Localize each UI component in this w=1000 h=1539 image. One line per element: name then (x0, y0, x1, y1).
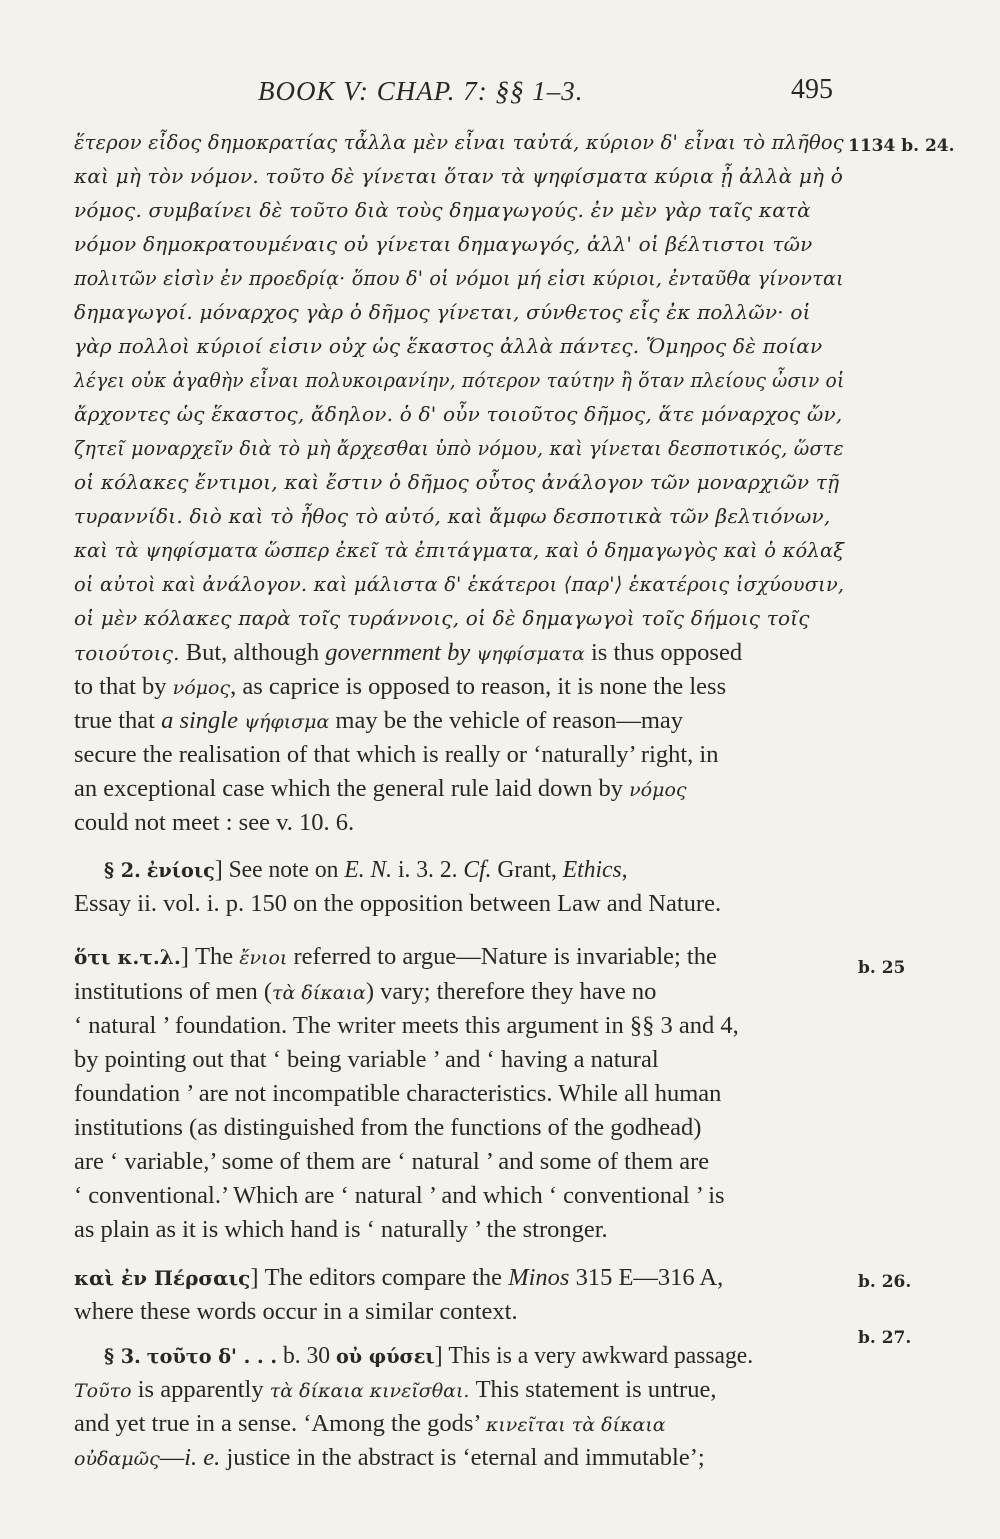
text-line: and yet true in a sense. ‘Among the gods’ κινεῖται τὰ δίκαια (74, 1410, 666, 1437)
greek-line: πολιτῶν εἰσὶν ἐν προεδρίᾳ· ὅπου δ' οἱ νόμοι μή εἰσι κύριοι, ἐνταῦθα γίνονται (74, 266, 844, 290)
text-line: § 3. τοῦτο δ' . . . b. 30 οὐ φύσει] This is a very awkward passage. (104, 1342, 754, 1369)
text-line: foundation ’ are not incompatible characteristics. While all human (74, 1080, 722, 1107)
text-line: true that a single ψήφισμα may be the vehicle of reason—may (74, 707, 684, 734)
greek-line: δημαγωγοί. μόναρχος γὰρ ὁ δῆμος γίνεται, σύνθετος εἷς ἐκ πολλῶν· οἱ (74, 300, 811, 324)
greek-line: νόμος. συμβαίνει δὲ τοῦτο διὰ τοὺς δημαγωγούς. ἐν μὲν γὰρ ταῖς κατὰ (74, 198, 811, 222)
text-line: Essay ii. vol. i. p. 150 on the opposition between Law and Nature. (74, 890, 722, 917)
text-line: οὐδαμῶς—i. e. justice in the abstract is ‘eternal and immutable’; (74, 1444, 705, 1471)
text-line: are ‘ variable,’ some of them are ‘ natural ’ and some of them are (74, 1148, 710, 1175)
text-line: institutions of men (τὰ δίκαια) vary; therefore they have no (74, 978, 657, 1005)
text-line: an exceptional case which the general rule laid down by νόμος (74, 775, 687, 802)
running-head: BOOK V: CHAP. 7: §§ 1–3. (258, 76, 584, 106)
greek-line: καὶ μὴ τὸν νόμον. τοῦτο δὲ γίνεται ὅταν τὰ ψηφίσματα κύρια ᾖ ἀλλὰ μὴ ὁ (74, 164, 844, 188)
greek-line: καὶ τὰ ψηφίσματα ὥσπερ ἐκεῖ τὰ ἐπιτάγματα, καὶ ὁ δημαγωγὸς καὶ ὁ κόλαξ (74, 538, 845, 562)
text-line: where these words occur in a similar context. (74, 1298, 518, 1325)
greek-line: οἱ μὲν κόλακες παρὰ τοῖς τυράννοις, οἱ δὲ δημαγωγοὶ τοῖς δήμοις τοῖς (74, 606, 810, 630)
page-number: 495 (791, 74, 833, 105)
text-line: to that by νόμος, as caprice is opposed to reason, it is none the less (74, 673, 727, 700)
margin-reference: 1134 b. 24. (848, 136, 955, 156)
greek-line: οἱ αὐτοὶ καὶ ἀνάλογον. καὶ μάλιστα δ' ἑκάτεροι ⟨παρ'⟩ ἑκατέροις ἰσχύουσιν, (74, 572, 845, 596)
greek-line: ἄρχοντες ὡς ἕκαστος, ἄδηλον. ὁ δ' οὖν τοιοῦτος δῆμος, ἅτε μόναρχος ὤν, (74, 402, 843, 426)
text-line: as plain as it is which hand is ‘ naturally ’ the stronger. (74, 1216, 608, 1243)
greek-line: νόμον δημοκρατουμέναις οὐ γίνεται δημαγωγός, ἀλλ' οἱ βέλτιστοι τῶν (74, 232, 813, 256)
greek-line: ζητεῖ μοναρχεῖν διὰ τὸ μὴ ἄρχεσθαι ὑπὸ νόμου, καὶ γίνεται δεσποτικός, ὥστε (74, 436, 844, 460)
text-line: could not meet : see v. 10. 6. (74, 809, 355, 836)
text-line: ‘ conventional.’ Which are ‘ natural ’ and which ‘ conventional ’ is (74, 1182, 725, 1209)
margin-reference: b. 26. (858, 1272, 912, 1292)
text-line: καὶ ἐν Πέρσαις] The editors compare the Minos 315 E—316 A, (74, 1264, 724, 1291)
text-line: Τοῦτο is apparently τὰ δίκαια κινεῖσθαι. This statement is untrue, (74, 1376, 717, 1403)
page-header (258, 72, 833, 112)
greek-line: γὰρ πολλοὶ κύριοί εἰσιν οὐχ ὡς ἕκαστος ἀλλὰ πάντες. Ὅμηρος δὲ ποίαν (74, 334, 823, 358)
greek-line: ἕτερον εἶδος δημοκρατίας τἆλλα μὲν εἶναι ταὐτά, κύριον δ' εἶναι τὸ πλῆθος (74, 130, 844, 154)
text-line: τοιούτοις. But, although government by ψηφίσματα is thus opposed (74, 639, 743, 666)
greek-line: λέγει οὐκ ἀγαθὴν εἶναι πολυκοιρανίην, πότερον ταύτην ἢ ὅταν πλείους ὦσιν οἱ (74, 368, 845, 392)
text-line: ὅτι κ.τ.λ.] The ἔνιοι referred to argue—Nature is invariable; the (74, 943, 717, 970)
margin-reference: b. 27. (858, 1328, 912, 1348)
text-line: institutions (as distinguished from the functions of the godhead) (74, 1114, 702, 1141)
margin-reference: b. 25 (858, 958, 906, 978)
text-line: § 2. ἐνίοις] See note on E. N. i. 3. 2. Cf. Grant, Ethics, (104, 856, 628, 883)
text-line: by pointing out that ‘ being variable ’ and ‘ having a natural (74, 1046, 659, 1073)
greek-line: οἱ κόλακες ἔντιμοι, καὶ ἔστιν ὁ δῆμος οὗτος ἀνάλογον τῶν μοναρχιῶν τῇ (74, 470, 840, 494)
text-line: ‘ natural ’ foundation. The writer meets this argument in §§ 3 and 4, (74, 1012, 739, 1039)
text-line: secure the realisation of that which is really or ‘naturally’ right, in (74, 741, 719, 768)
greek-line: τυραννίδι. διὸ καὶ τὸ ἦθος τὸ αὐτό, καὶ ἄμφω δεσποτικὰ τῶν βελτιόνων, (74, 504, 831, 528)
